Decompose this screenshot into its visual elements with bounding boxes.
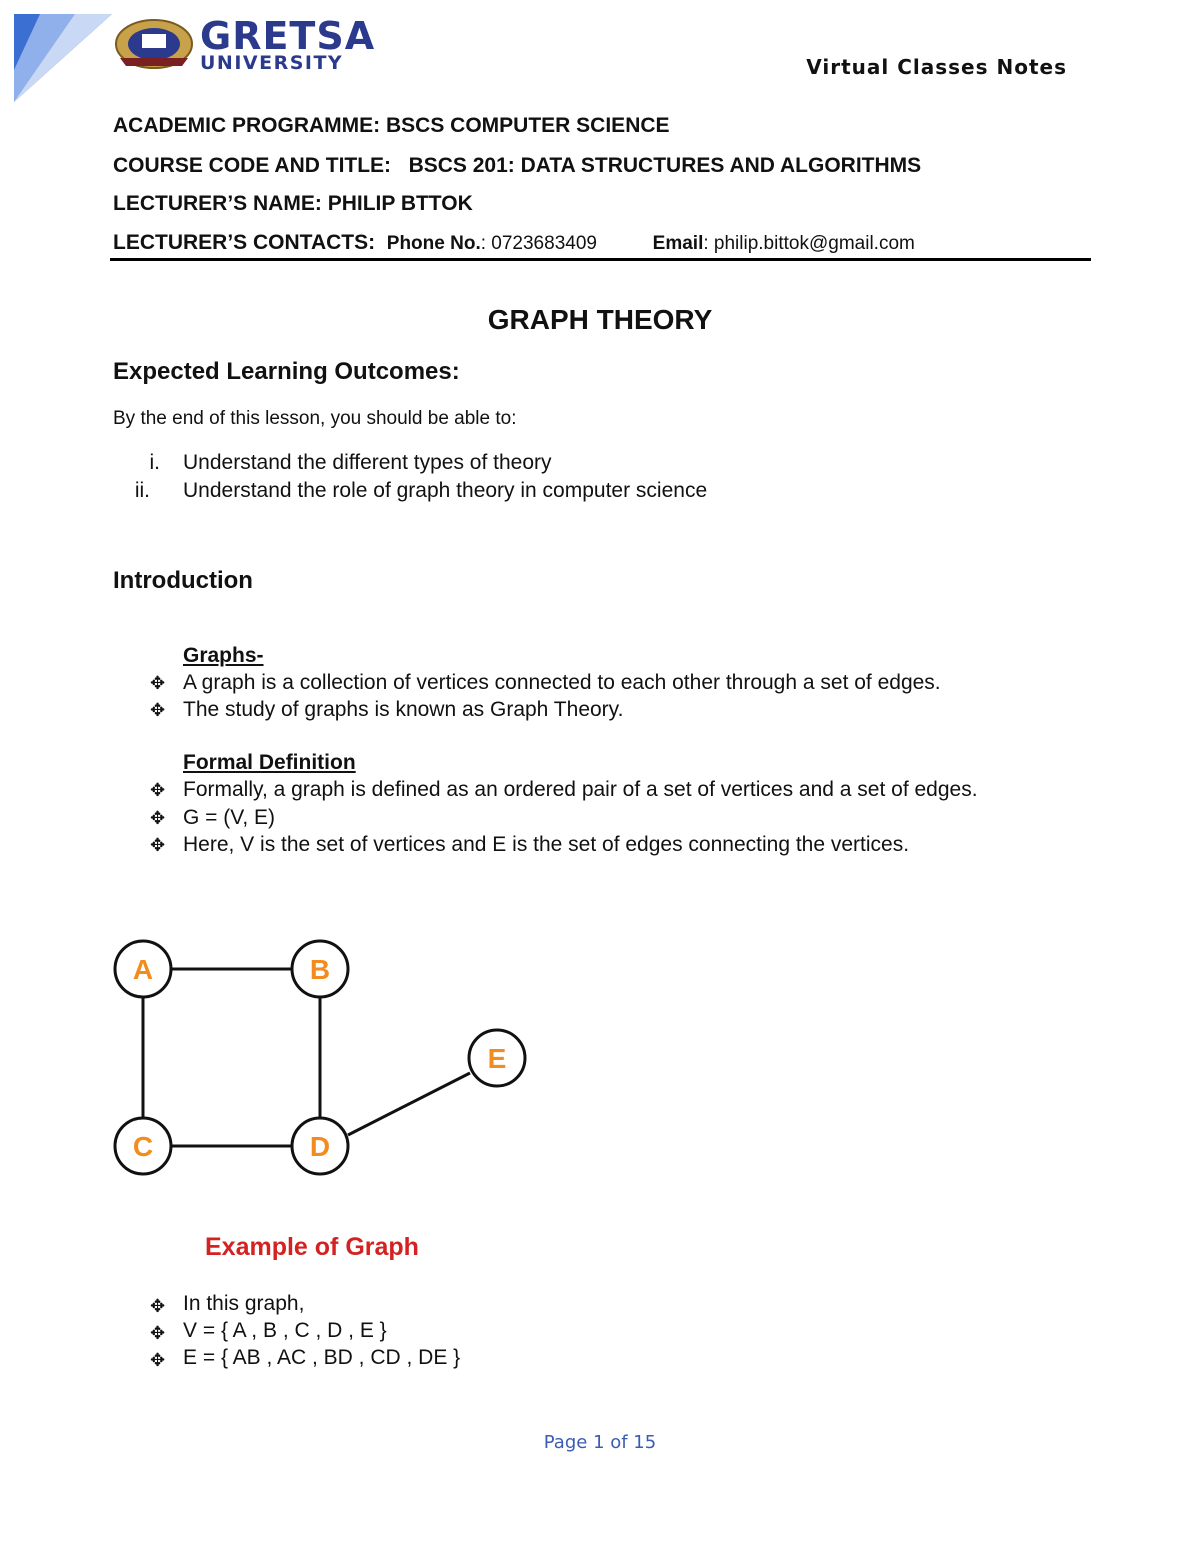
outcome-num-2: ii.: [134, 479, 150, 502]
lecturer-line: [113, 192, 473, 216]
header-divider: [110, 258, 1091, 261]
header-note: Virtual Classes Notes: [806, 55, 1067, 79]
graph-node-label-a: A: [132, 954, 154, 985]
graph-caption: Example of Graph: [205, 1233, 419, 1261]
graphs-point-1: A graph is a collection of vertices connected to each other through a set of edges.: [183, 671, 941, 694]
formal-subheading: Formal Definition: [183, 751, 356, 774]
bullet-diamond-icon: ✥: [150, 673, 166, 693]
bullet-diamond-icon: ✥: [150, 835, 166, 855]
phone-label: Phone No.: [386, 233, 481, 254]
contacts-label: LECTURER’S CONTACTS:: [113, 231, 376, 254]
graph-node-label-e: E: [487, 1043, 507, 1074]
graphs-point-2: The study of graphs is known as Graph Theory.: [183, 698, 624, 721]
graph-node-label-b: B: [309, 954, 331, 985]
bullet-diamond-icon: ✥: [150, 1296, 166, 1316]
document-title: GRAPH THEORY: [487, 304, 713, 335]
email-label: Email: [652, 233, 704, 254]
bullet-diamond-icon: ✥: [150, 808, 166, 828]
graphs-subheading: Graphs-: [183, 644, 264, 667]
edge-de: [348, 1073, 470, 1135]
lecturer-value: PHILIP BTTOK: [327, 192, 473, 215]
page-number: Page 1 of 15: [543, 1432, 657, 1453]
example-point-2: V = { A , B , C , D , E }: [183, 1319, 387, 1342]
course-label: COURSE CODE AND TITLE:: [113, 154, 392, 177]
outcome-num-1: i.: [149, 451, 160, 474]
phone-value: : 0723683409: [480, 233, 597, 254]
programme-line: [113, 114, 670, 138]
logo-wordmark: GRETSA: [200, 14, 376, 58]
example-point-1: In this graph,: [183, 1292, 305, 1315]
formal-point-3: Here, V is the set of vertices and E is the set of edges connecting the vertices.: [183, 833, 910, 856]
university-seal-logo: [112, 14, 196, 76]
outcome-text-1: Understand the different types of theory: [183, 451, 552, 474]
programme-value: BSCS COMPUTER SCIENCE: [386, 114, 670, 137]
graph-diagram: [100, 925, 540, 1185]
logo-subtitle: UNIVERSITY: [200, 52, 344, 74]
bullet-diamond-icon: ✥: [150, 1350, 166, 1370]
email-value: : philip.bittok@gmail.com: [703, 233, 915, 254]
outcomes-heading: Expected Learning Outcomes:: [113, 358, 460, 385]
outcome-text-2: Understand the role of graph theory in computer science: [183, 479, 708, 502]
introduction-heading: Introduction: [113, 567, 253, 594]
course-value: BSCS 201: DATA STRUCTURES AND ALGORITHMS: [408, 154, 922, 177]
graph-node-label-c: C: [132, 1131, 154, 1162]
lecturer-label: LECTURER’S NAME:: [113, 192, 322, 215]
bullet-diamond-icon: ✥: [150, 1323, 166, 1343]
contacts-line: [113, 231, 915, 255]
graph-node-label-d: D: [309, 1131, 331, 1162]
bullet-diamond-icon: ✥: [150, 780, 166, 800]
programme-label: ACADEMIC PROGRAMME:: [113, 114, 381, 137]
example-point-3: E = { AB , AC , BD , CD , DE }: [183, 1346, 461, 1369]
corner-decoration: [0, 0, 115, 105]
formal-point-2: G = (V, E): [183, 806, 276, 829]
formal-point-1: Formally, a graph is defined as an ordered pair of a set of vertices and a set of edges.: [183, 778, 978, 801]
course-line: [113, 154, 921, 178]
outcomes-intro: By the end of this lesson, you should be able to:: [113, 408, 517, 429]
bullet-diamond-icon: ✥: [150, 700, 166, 720]
